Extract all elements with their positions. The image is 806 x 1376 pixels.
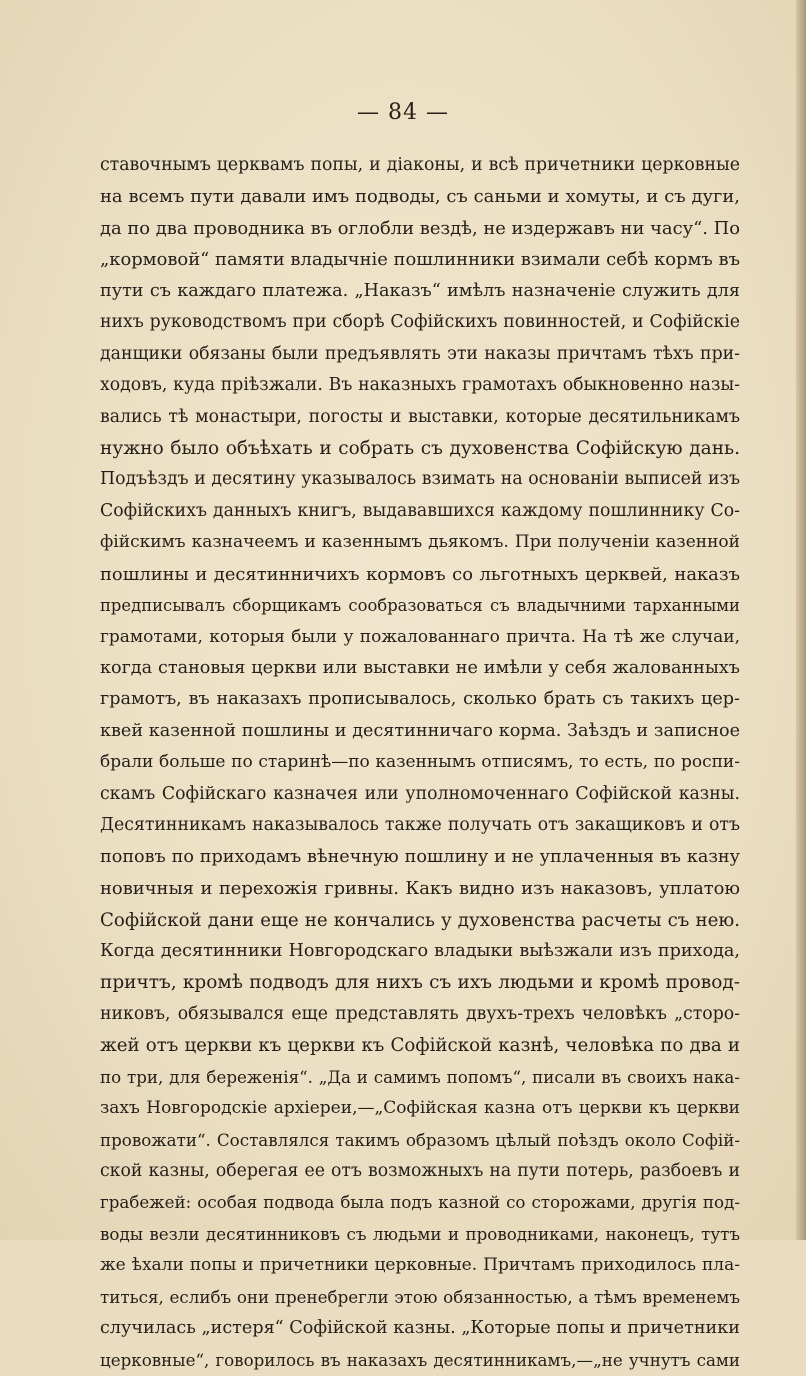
text-line: фiйскимъ казначеемъ и казеннымъ дьякомъ. При полученiи казенной	[100, 532, 740, 553]
text-line: нихъ руководствомъ при сборѣ Софiйскихъ повинностей, и Софiйскiе	[100, 312, 740, 333]
text-line: на всемъ пути давали имъ подводы, съ саньми и хомуты, и съ дуги,	[100, 186, 740, 208]
text-line: скамъ Софiйскаго казначея или уполномоченнаго Софiйской казны.	[100, 783, 740, 804]
text-line: новичныя и перехожiя гривны. Какъ видно изъ наказовъ, уплатою	[100, 878, 740, 900]
text-line: грабежей: особая подвода была подъ казной со сторожами, другiя под-	[100, 1192, 740, 1213]
text-line: случилась „истеря“ Софiйской казны. „Которые попы и причетники	[100, 1318, 740, 1339]
text-line: ходовъ, куда прiѣзжали. Въ наказныхъ грамотахъ обыкновенно назы-	[100, 375, 740, 396]
text-line: грамотами, которыя были у пожалованнаго причта. На тѣ же случаи,	[100, 626, 740, 647]
text-line: когда становыя церкви или выставки не имѣли у себя жалованныхъ	[100, 658, 740, 678]
text-line: грамотъ, въ наказахъ прописывалось, сколько брать съ такихъ цер-	[100, 689, 740, 710]
text-line: причтъ, кромѣ подводъ для нихъ съ ихъ людьми и кромѣ провод-	[100, 972, 740, 994]
text-line: да по два проводника въ оглобли вездѣ, не издержавъ ни часу“. По	[100, 217, 740, 239]
text-line: пути съ каждаго платежа. „Наказъ“ имѣлъ назначенiе служить для	[100, 280, 740, 301]
text-line: воды везли десятинниковъ съ людьми и проводниками, наконецъ, тутъ	[100, 1223, 740, 1244]
text-line: жей отъ церкви къ церкви къ Софiйской казнѣ, человѣка по два и	[100, 1035, 740, 1057]
text-line: Когда десятинники Новгородскаго владыки выѣзжали изъ прихода,	[100, 940, 740, 961]
text-line: брали больше по старинѣ—по казеннымъ отписямъ, то есть, по роспи-	[100, 752, 740, 773]
text-line: квей казенной пошлины и десятинничаго корма. Заѣздъ и записное	[100, 720, 740, 741]
text-line: поповъ по приходамъ вѣнечную пошлину и не уплаченныя въ казну	[100, 846, 740, 867]
text-line: церковные“, говорилось въ наказахъ десятинникамъ,—„не учнутъ сами	[100, 1349, 740, 1370]
text-line: захъ Новгородскiе архiереи,—„Софiйская казна отъ церкви къ церкви	[100, 1098, 740, 1119]
text-line: по три, для береженiя“. „Да и самимъ попомъ“, писали въ своихъ нака-	[100, 1066, 740, 1087]
text-line: Подъѣздъ и десятину указывалось взимать на основанiи выписей изъ	[100, 469, 740, 490]
page-edge-shadow	[796, 0, 806, 1240]
text-line: Десятинникамъ наказывалось также получать отъ закащиковъ и отъ	[100, 815, 740, 836]
text-line: данщики обязаны были предъявлять эти наказы причтамъ тѣхъ при-	[100, 343, 740, 364]
text-line: же ѣхали попы и причетники церковные. Причтамъ приходилось пла-	[100, 1255, 740, 1276]
text-line: вались тѣ монастыри, погосты и выставки, которые десятильникамъ	[100, 406, 740, 427]
text-line: Софiйской дани еще не кончались у духовенства расчеты съ нею.	[100, 909, 740, 931]
text-line: предписывалъ сборщикамъ сообразоваться съ владычними тарханными	[100, 596, 740, 616]
text-line: Софiйскихъ данныхъ книгъ, выдававшихся каждому пошлиннику Со-	[100, 500, 740, 521]
body-text	[100, 150, 740, 1376]
text-line: ставочнымъ церквамъ попы, и дiаконы, и всѣ причетники церковные	[100, 155, 740, 175]
text-line: ской казны, оберегая ее отъ возможныхъ на пути потерь, разбоевъ и	[100, 1161, 740, 1181]
text-line: титься, еслибъ они пренебрегли этою обязанностью, а тѣмъ временемъ	[100, 1286, 740, 1307]
page-number: — 84 —	[357, 100, 449, 125]
text-line: пошлины и десятинничихъ кормовъ со льготныхъ церквей, наказъ	[100, 563, 740, 585]
text-line: провожати“. Составлялся такимъ образомъ цѣлый поѣздъ около Софiй-	[100, 1129, 740, 1150]
text-line: нужно было объѣхать и собрать съ духовенства Софiйскую дань.	[100, 437, 740, 459]
text-line: „кормовой“ памяти владычнiе пошлинники взимали себѣ кормъ въ	[100, 249, 740, 271]
text-line: никовъ, обязывался еще представлять двухъ-трехъ человѣкъ „сторо-	[100, 1003, 740, 1024]
